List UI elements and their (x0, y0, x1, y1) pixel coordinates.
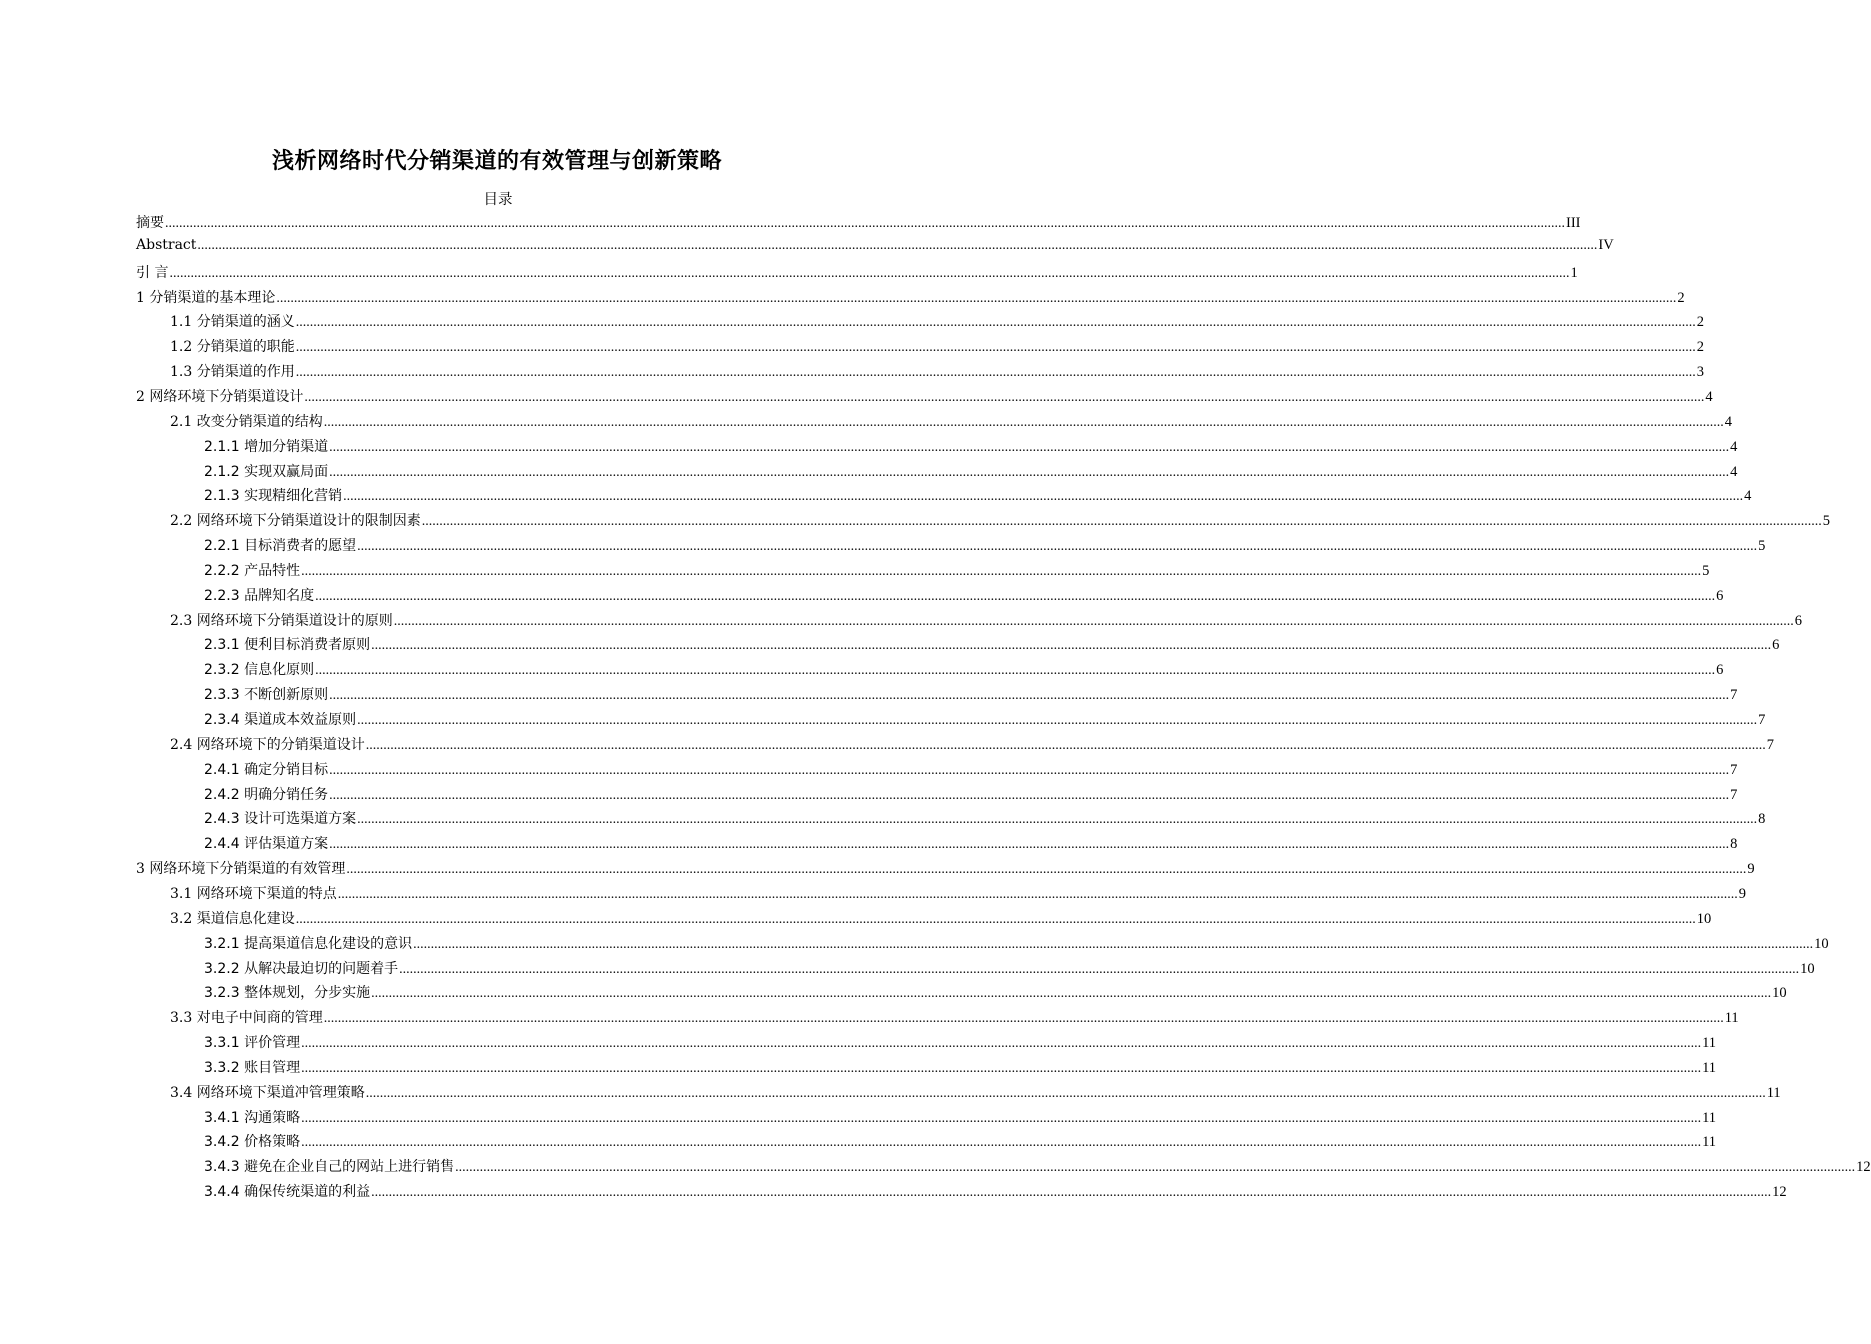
toc-leader-dots: ................................................................................................................................................................................................................................................................................................................................................................................................................ (301, 563, 1702, 579)
toc-entry-label: 2.4.4 评估渠道方案 (204, 836, 329, 853)
toc-entry-label: 摘要 (136, 215, 164, 231)
toc-entry[interactable] (204, 535, 1766, 560)
toc-entry-page-number: 2 (1696, 339, 1704, 356)
toc-entry-label: 1 分销渠道的基本理论 (136, 289, 276, 306)
toc-leader-dots: ................................................................................................................................................................................................................................................................................................................................................................................................................ (323, 1011, 1724, 1027)
toc-entry-label: 2.4 网络环境下的分销渠道设计 (170, 736, 365, 753)
toc-entry[interactable] (204, 1131, 1717, 1156)
toc-leader-dots: ................................................................................................................................................................................................................................................................................................................................................................................................................ (197, 237, 1598, 253)
toc-entry-page-number: 11 (1702, 1109, 1717, 1126)
toc-entry-label: 3.4.4 确保传统渠道的利益 (204, 1184, 371, 1201)
toc-entry[interactable] (170, 361, 1704, 386)
toc-entry-label: 2.1.2 实现双赢局面 (204, 463, 329, 480)
toc-leader-dots: ................................................................................................................................................................................................................................................................................................................................................................................................................ (357, 539, 1758, 555)
toc-entry[interactable] (204, 659, 1724, 684)
toc-entry-page-number: 1 (1570, 264, 1578, 281)
toc-leader-dots: ................................................................................................................................................................................................................................................................................................................................................................................................................ (295, 911, 1696, 927)
toc-heading: 目录 (483, 192, 513, 208)
toc-entry[interactable] (170, 336, 1704, 361)
toc-leader-dots: ................................................................................................................................................................................................................................................................................................................................................................................................................ (315, 663, 1716, 679)
toc-entry[interactable] (170, 908, 1712, 933)
toc-entry-page-number: 10 (1772, 985, 1787, 1002)
toc-entry-page-number: 4 (1724, 413, 1732, 430)
toc-leader-dots: ................................................................................................................................................................................................................................................................................................................................................................................................................ (357, 812, 1758, 828)
toc-leader-dots: ................................................................................................................................................................................................................................................................................................................................................................................................................ (304, 389, 1705, 405)
toc-entry-page-number: III (1566, 215, 1581, 231)
toc-entry[interactable] (136, 236, 1614, 262)
toc-entry-label: 3.3.1 评价管理 (204, 1035, 301, 1052)
toc-entry[interactable] (204, 1032, 1717, 1057)
toc-entry-label: 2.1.1 增加分销渠道 (204, 438, 329, 455)
toc-entry-page-number: 7 (1758, 712, 1766, 728)
toc-leader-dots: ................................................................................................................................................................................................................................................................................................................................................................................................................ (301, 1060, 1702, 1076)
toc-leader-dots: ................................................................................................................................................................................................................................................................................................................................................................................................................ (276, 290, 1677, 306)
toc-entry[interactable] (136, 212, 1581, 237)
toc-entry-page-number: 11 (1702, 1134, 1717, 1151)
toc-entry-page-number: 10 (1814, 935, 1829, 952)
toc-leader-dots: ................................................................................................................................................................................................................................................................................................................................................................................................................ (329, 439, 1730, 455)
toc-entry-label: 2.2.3 品牌知名度 (204, 587, 315, 604)
toc-entry-label: 1.3 分销渠道的作用 (170, 364, 295, 381)
toc-leader-dots: ................................................................................................................................................................................................................................................................................................................................................................................................................ (301, 1036, 1702, 1052)
toc-leader-dots: ................................................................................................................................................................................................................................................................................................................................................................................................................ (365, 737, 1766, 753)
toc-entry-page-number: 11 (1724, 1010, 1739, 1027)
toc-entry-label: 2.1.3 实现精细化营销 (204, 488, 343, 505)
toc-entry-page-number: 5 (1822, 513, 1830, 530)
toc-entry-page-number: 9 (1747, 861, 1755, 878)
toc-entry-page-number: 6 (1794, 612, 1802, 629)
document-title: 浅析网络时代分销渠道的有效管理与创新策略 (271, 149, 722, 174)
toc-entry[interactable] (204, 784, 1738, 809)
toc-entry-label: 2 网络环境下分销渠道设计 (136, 388, 304, 405)
toc-entry[interactable] (204, 833, 1738, 858)
toc-leader-dots: ................................................................................................................................................................................................................................................................................................................................................................................................................ (329, 464, 1730, 480)
toc-entry-label: 3 网络环境下分销渠道的有效管理 (136, 861, 346, 878)
toc-leader-dots: ................................................................................................................................................................................................................................................................................................................................................................................................................ (399, 961, 1800, 977)
toc-entry[interactable] (204, 1156, 1871, 1181)
toc-leader-dots: ................................................................................................................................................................................................................................................................................................................................................................................................................ (301, 1135, 1702, 1151)
toc-leader-dots: ................................................................................................................................................................................................................................................................................................................................................................................................................ (329, 688, 1730, 704)
toc-entry[interactable] (170, 883, 1746, 908)
toc-leader-dots: ................................................................................................................................................................................................................................................................................................................................................................................................................ (295, 315, 1696, 331)
toc-entry-label: 3.4.3 避免在企业自己的网站上进行销售 (204, 1159, 455, 1176)
toc-entry-page-number: 10 (1800, 960, 1815, 977)
toc-leader-dots: ................................................................................................................................................................................................................................................................................................................................................................................................................ (329, 837, 1730, 853)
toc-entry-page-number: 2 (1696, 314, 1704, 331)
toc-entry[interactable] (204, 1057, 1717, 1082)
toc-entry-page-number: 8 (1758, 811, 1766, 828)
toc-entry-page-number: 4 (1730, 463, 1738, 480)
toc-entry-label: 1.1 分销渠道的涵义 (170, 314, 295, 331)
toc-entry[interactable] (170, 1007, 1739, 1032)
toc-entry-label: 3.2.2 从解决最迫切的问题着手 (204, 960, 399, 977)
toc-entry[interactable] (204, 1181, 1787, 1206)
toc-entry[interactable] (136, 287, 1685, 312)
toc-entry-page-number: 7 (1730, 761, 1738, 778)
toc-entry-label: 2.4.1 确定分销目标 (204, 761, 329, 778)
toc-entry[interactable] (204, 684, 1738, 709)
toc-entry-page-number: 12 (1772, 1184, 1787, 1201)
toc-entry[interactable] (170, 411, 1732, 436)
toc-entry-label: 2.2.1 目标消费者的愿望 (204, 538, 357, 555)
toc-entry-page-number: 6 (1772, 637, 1780, 654)
toc-leader-dots: ................................................................................................................................................................................................................................................................................................................................................................................................................ (323, 414, 1724, 430)
toc-entry[interactable] (204, 933, 1829, 958)
toc-entry-label: 1.2 分销渠道的职能 (170, 339, 295, 356)
toc-leader-dots: ................................................................................................................................................................................................................................................................................................................................................................................................................ (371, 1185, 1772, 1201)
toc-leader-dots: ................................................................................................................................................................................................................................................................................................................................................................................................................ (295, 365, 1696, 381)
toc-entry[interactable] (170, 734, 1774, 759)
toc-entry[interactable] (136, 858, 1755, 883)
toc-entry-label: 2.1 改变分销渠道的结构 (170, 413, 323, 430)
toc-entry-label: 2.3.2 信息化原则 (204, 662, 315, 679)
toc-entry-label: 2.3 网络环境下分销渠道设计的原则 (170, 612, 393, 629)
toc-leader-dots: ................................................................................................................................................................................................................................................................................................................................................................................................................ (169, 265, 1570, 281)
toc-entry-page-number: 4 (1730, 438, 1738, 455)
toc-entry-page-number: 7 (1730, 687, 1738, 704)
toc-entry[interactable] (204, 560, 1710, 585)
toc-entry[interactable] (204, 485, 1752, 510)
toc-entry-label: 3.4.2 价格策略 (204, 1134, 301, 1151)
toc-leader-dots: ................................................................................................................................................................................................................................................................................................................................................................................................................ (329, 762, 1730, 778)
toc-entry-page-number: 11 (1702, 1035, 1717, 1052)
toc-entry-page-number: 6 (1716, 662, 1724, 679)
toc-entry-label: 3.2 渠道信息化建设 (170, 910, 295, 927)
toc-entry-page-number: 2 (1677, 289, 1685, 306)
toc-leader-dots: ................................................................................................................................................................................................................................................................................................................................................................................................................ (346, 862, 1747, 878)
toc-entry-page-number: 7 (1766, 736, 1774, 753)
toc-entry-page-number: 5 (1702, 562, 1710, 579)
toc-entry-label: 3.2.1 提高渠道信息化建设的意识 (204, 935, 413, 952)
toc-leader-dots: ................................................................................................................................................................................................................................................................................................................................................................................................................ (301, 1110, 1702, 1126)
toc-entry[interactable] (204, 436, 1738, 461)
toc-entry[interactable] (204, 759, 1738, 784)
toc-entry-label: 3.4.1 沟通策略 (204, 1109, 301, 1126)
toc-leader-dots: ................................................................................................................................................................................................................................................................................................................................................................................................................ (315, 588, 1716, 604)
toc-entry[interactable] (170, 1082, 1781, 1107)
toc-entry-page-number: 4 (1744, 488, 1752, 505)
toc-entry-label: 3.3 对电子中间商的管理 (170, 1010, 323, 1027)
toc-entry-label: 3.2.3 整体规划，分步实施 (204, 985, 371, 1002)
toc-leader-dots: ................................................................................................................................................................................................................................................................................................................................................................................................................ (393, 613, 1794, 629)
toc-entry[interactable] (136, 386, 1713, 411)
toc-leader-dots: ................................................................................................................................................................................................................................................................................................................................................................................................................ (165, 216, 1565, 231)
toc-entry-label: 3.4 网络环境下渠道冲管理策略 (170, 1084, 365, 1101)
toc-entry[interactable] (170, 311, 1704, 336)
toc-entry-label: Abstract (136, 236, 197, 253)
toc-entry-label: 2.3.3 不断创新原则 (204, 687, 329, 704)
toc-entry-label: 2.4.2 明确分销任务 (204, 786, 329, 803)
toc-entry-page-number: 8 (1730, 836, 1738, 853)
toc-leader-dots: ................................................................................................................................................................................................................................................................................................................................................................................................................ (295, 340, 1696, 356)
toc-entry-page-number: IV (1598, 236, 1614, 253)
toc-leader-dots: ................................................................................................................................................................................................................................................................................................................................................................................................................ (371, 638, 1772, 654)
toc-entry-page-number: 11 (1766, 1084, 1781, 1101)
toc-entry-label: 2.3.1 便利目标消费者原则 (204, 637, 371, 654)
toc-entry-page-number: 7 (1730, 786, 1738, 803)
toc-entry[interactable] (204, 585, 1724, 610)
toc-leader-dots: ................................................................................................................................................................................................................................................................................................................................................................................................................ (421, 514, 1822, 530)
toc-leader-dots: ................................................................................................................................................................................................................................................................................................................................................................................................................ (343, 489, 1744, 505)
toc-entry-label: 引 言 (136, 264, 169, 281)
toc-entry-page-number: 9 (1738, 885, 1746, 902)
toc-entry-page-number: 12 (1856, 1159, 1871, 1176)
toc-entry[interactable] (204, 1107, 1717, 1132)
toc-leader-dots: ................................................................................................................................................................................................................................................................................................................................................................................................................ (371, 986, 1772, 1002)
toc-entry[interactable] (170, 610, 1802, 635)
toc-entry[interactable] (204, 461, 1738, 486)
toc-leader-dots: ................................................................................................................................................................................................................................................................................................................................................................................................................ (357, 713, 1758, 728)
toc-leader-dots: ................................................................................................................................................................................................................................................................................................................................................................................................................ (365, 1085, 1766, 1101)
toc-entry-page-number: 11 (1702, 1059, 1717, 1076)
toc-entry[interactable] (204, 958, 1815, 983)
toc-entry[interactable] (170, 510, 1830, 535)
toc-leader-dots: ................................................................................................................................................................................................................................................................................................................................................................................................................ (329, 787, 1730, 803)
toc-entry[interactable] (204, 982, 1787, 1007)
toc-leader-dots: ................................................................................................................................................................................................................................................................................................................................................................................................................ (337, 886, 1738, 902)
toc-entry-label: 3.1 网络环境下渠道的特点 (170, 885, 337, 902)
toc-entry-label: 3.3.2 账目管理 (204, 1059, 301, 1076)
toc-entry[interactable] (136, 262, 1578, 287)
toc-leader-dots: ................................................................................................................................................................................................................................................................................................................................................................................................................ (413, 936, 1814, 952)
toc-entry-label: 2.2 网络环境下分销渠道设计的限制因素 (170, 513, 421, 530)
toc-entry[interactable] (204, 808, 1766, 833)
toc-entry-page-number: 6 (1716, 587, 1724, 604)
toc-entry-page-number: 4 (1705, 388, 1713, 405)
toc-entry-label: 2.4.3 设计可选渠道方案 (204, 811, 357, 828)
toc-entry-page-number: 5 (1758, 538, 1766, 555)
toc-entry-label: 2.2.2 产品特性 (204, 562, 301, 579)
toc-entry-label: 2.3.4 渠道成本效益原则 (204, 712, 357, 728)
toc-entry-page-number: 10 (1696, 910, 1712, 927)
toc-leader-dots: ................................................................................................................................................................................................................................................................................................................................................................................................................ (455, 1160, 1856, 1176)
toc-entry-page-number: 3 (1696, 364, 1704, 381)
toc-entry[interactable] (204, 634, 1780, 659)
toc-entry[interactable] (204, 709, 1766, 734)
